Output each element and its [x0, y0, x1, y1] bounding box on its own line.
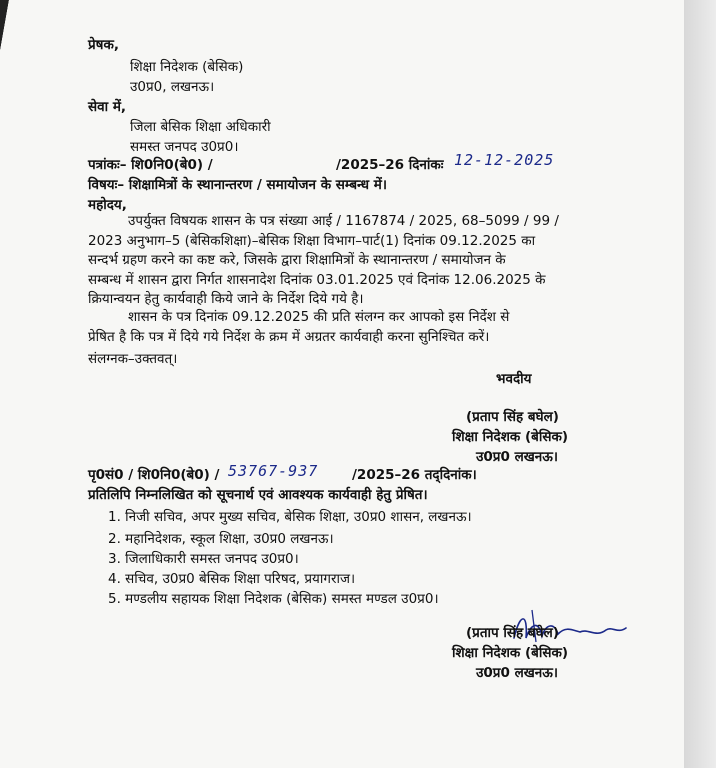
signatory-name-2: (प्रताप सिंह बघेल)	[466, 625, 559, 641]
background-edge	[684, 0, 716, 768]
scan-edge-shadow	[0, 0, 20, 52]
signatory-location: उ0प्र0 लखनऊ।	[476, 449, 558, 465]
list-item: 4. सचिव, उ0प्र0 बेसिक शिक्षा परिषद, प्रयागराज।	[108, 571, 356, 587]
endorsement-year-date-label: /2025–26 तद्‌दिनांक।	[352, 467, 477, 483]
closing: भवदीय	[496, 371, 532, 387]
handwritten-date: 12-12-2025	[454, 151, 555, 169]
sender-location: उ0प्र0, लखनऊ।	[130, 79, 215, 95]
sender-office: शिक्षा निदेशक (बेसिक)	[130, 59, 244, 75]
paragraph-2-line: प्रेषित है कि पत्र में दिये गये निर्देश के क्रम में अग्रतर कार्यवाही करना सुनिश्चित करें।	[88, 328, 490, 345]
recipient-office: जिला बेसिक शिक्षा अधिकारी	[130, 119, 271, 135]
copy-heading: प्रतिलिपि निम्नलिखित को सूचनार्थ एवं आवश्यक कार्यवाही हेतु प्रेषित।	[88, 487, 428, 503]
signatory-designation-2: शिक्षा निदेशक (बेसिक)	[452, 645, 568, 661]
letter-year-date-label: /2025–26 दिनांकः	[336, 157, 444, 173]
paragraph-2-line: शासन के पत्र दिनांक 09.12.2025 की प्रति संलग्न कर आपको इस निर्देश से	[128, 309, 510, 325]
body-paragraph-1	[88, 212, 616, 310]
paragraph-1-line: क्रियान्वयन हेतु कार्यवाही किये जाने के निर्देश दिये गये है।	[88, 291, 364, 307]
recipient-heading: सेवा में,	[88, 99, 127, 115]
subject-line: विषयः– शिक्षामित्रों के स्थानान्तरण / समायोजन के सम्बन्ध में।	[88, 177, 387, 193]
body-paragraph-2	[88, 308, 616, 347]
paragraph-1-line: उपर्युक्त विषयक शासन के पत्र संख्या आई / 1167874 / 2025, 68–5099 / 99 /	[128, 213, 559, 229]
list-item: 5. मण्डलीय सहायक शिक्षा निदेशक (बेसिक) समस्त मण्डल उ0प्र0।	[108, 591, 439, 607]
paragraph-1-line: सम्बन्ध में शासन द्वारा निर्गत शासनादेश दिनांक 03.01.2025 एवं दिनांक 12.06.2025 के	[88, 271, 546, 288]
list-item: 2. महानिदेशक, स्कूल शिक्षा, उ0प्र0 लखनऊ।	[108, 531, 334, 547]
handwritten-dispatch-number: 53767-937	[228, 462, 319, 480]
list-item: 3. जिलाधिकारी समस्त जनपद उ0प्र0।	[108, 551, 299, 567]
salutation: महोदय,	[88, 197, 127, 213]
enclosure-note: संलग्नक–उक्तवत्।	[88, 351, 178, 367]
paragraph-1-line: सन्दर्भ ग्रहण करने का कष्ट करे, जिसके द्वारा शिक्षामित्रों के स्थानान्तरण / समायोजन के	[88, 252, 506, 268]
endorsement-number: पृ0सं0 / शि0नि0(बे0) /	[88, 467, 220, 483]
sender-heading: प्रेषक,	[88, 37, 119, 53]
recipient-location: समस्त जनपद उ0प्र0।	[130, 139, 239, 155]
paragraph-1-line: 2023 अनुभाग–5 (बेसिकशिक्षा)–बेसिक शिक्षा विभाग–पार्ट(1) दिनांक 09.12.2025 का	[88, 232, 536, 249]
signatory-designation: शिक्षा निदेशक (बेसिक)	[452, 429, 568, 445]
letter-number: पत्रांकः– शि0नि0(बे0) /	[88, 157, 213, 173]
signatory-name: (प्रताप सिंह बघेल)	[466, 409, 559, 425]
list-item: 1. निजी सचिव, अपर मुख्य सचिव, बेसिक शिक्षा, उ0प्र0 शासन, लखनऊ।	[108, 509, 472, 525]
signatory-location-2: उ0प्र0 लखनऊ।	[476, 665, 558, 681]
